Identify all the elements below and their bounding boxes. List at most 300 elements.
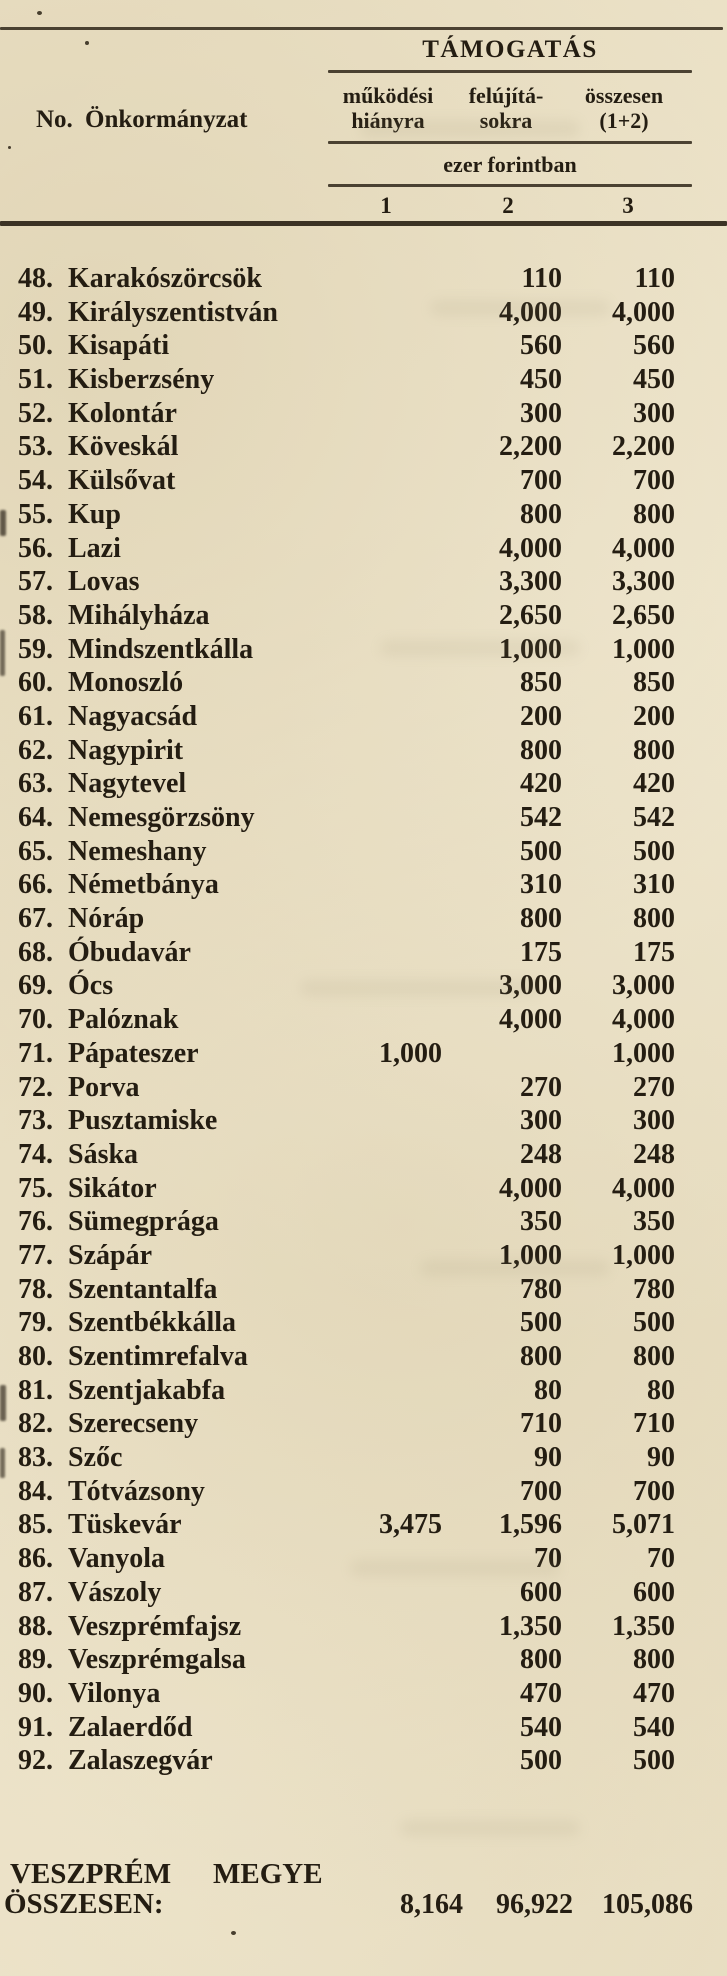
- value-total: 700: [633, 1475, 675, 1507]
- value-total: 248: [633, 1138, 675, 1170]
- value-renovations: 700: [520, 1475, 562, 1507]
- row-number: 52.: [18, 397, 53, 429]
- value-total: 1,000: [612, 1239, 675, 1271]
- table-row: [0, 835, 727, 869]
- value-total: 3,300: [612, 566, 675, 598]
- value-renovations: 700: [520, 465, 562, 497]
- value-renovations: 800: [520, 903, 562, 935]
- value-operational-deficit: [322, 734, 442, 768]
- value-renovations: 310: [520, 869, 562, 901]
- municipality-name: Sáska: [68, 1138, 139, 1170]
- table-row: [0, 902, 727, 936]
- table-row: [0, 464, 727, 498]
- value-operational-deficit: [322, 1576, 442, 1610]
- value-renovations: 560: [520, 330, 562, 362]
- value-operational-deficit: [322, 700, 442, 734]
- column-header-line: (1+2): [599, 108, 649, 133]
- value-renovations: 350: [520, 1206, 562, 1238]
- value-renovations: 2,650: [499, 599, 562, 631]
- value-renovations: 540: [520, 1711, 562, 1743]
- value-renovations: 780: [520, 1273, 562, 1305]
- value-total: 4,000: [612, 296, 675, 328]
- row-number: 86.: [18, 1543, 53, 1575]
- municipality-name: Németbánya: [68, 869, 219, 901]
- municipality-name: Lazi: [68, 532, 121, 564]
- table-row: [0, 262, 727, 296]
- table-row: [0, 1744, 727, 1778]
- value-total: 542: [633, 802, 675, 833]
- value-renovations: 300: [520, 397, 562, 429]
- municipality-name: Nagypirit: [68, 734, 184, 766]
- value-renovations: 800: [520, 1341, 562, 1372]
- value-operational-deficit: [322, 296, 442, 330]
- table-row: [0, 1003, 727, 1037]
- table-row: [0, 1239, 727, 1273]
- municipality-name: Lovas: [68, 566, 140, 598]
- value-operational-deficit: [322, 1205, 442, 1239]
- value-total: 800: [633, 1341, 675, 1372]
- bleed-through-smudge: [420, 1260, 610, 1276]
- table-row: [0, 1475, 727, 1509]
- value-renovations: 450: [520, 364, 562, 396]
- value-operational-deficit: [322, 1711, 442, 1745]
- unit-note: ezer forintban: [443, 152, 577, 177]
- bleed-through-smudge: [380, 640, 580, 656]
- value-total: 300: [633, 1105, 675, 1137]
- value-operational-deficit: [322, 902, 442, 936]
- value-total: 800: [633, 498, 675, 530]
- row-number: 64.: [18, 802, 53, 833]
- value-renovations: 1,596: [499, 1509, 562, 1541]
- table-row: [0, 565, 727, 599]
- value-operational-deficit: [322, 1172, 442, 1206]
- municipality-name: Külsővat: [68, 465, 176, 497]
- value-renovations: 3,300: [499, 566, 562, 598]
- municipality-name: Királyszentistván: [68, 296, 278, 328]
- value-operational-deficit: [322, 599, 442, 633]
- bleed-through-smudge: [360, 120, 580, 138]
- value-total: 710: [633, 1408, 675, 1440]
- value-operational-deficit: [322, 363, 442, 397]
- value-operational-deficit: [322, 767, 442, 801]
- support-group-header: TÁMOGATÁS: [422, 36, 598, 63]
- municipality-name: Sikátor: [68, 1172, 157, 1204]
- table-row: [0, 532, 727, 566]
- bleed-through-smudge: [400, 1820, 580, 1836]
- unit-underline-rule: [328, 184, 692, 187]
- value-renovations: 175: [520, 936, 562, 968]
- table-row: [0, 296, 727, 330]
- table-row: [0, 1677, 727, 1711]
- scan-edge-smudge: [0, 510, 6, 536]
- municipality-name: Szentjakabfa: [68, 1374, 226, 1406]
- total-label-megye: MEGYE: [213, 1858, 323, 1890]
- table-row: [0, 363, 727, 397]
- row-number: 78.: [18, 1273, 53, 1305]
- value-total: 800: [633, 734, 675, 766]
- table-row: [0, 1508, 727, 1542]
- municipality-name: Kisberzsény: [68, 364, 215, 396]
- value-total: 850: [633, 667, 675, 699]
- header-separator-rule: [0, 221, 727, 226]
- value-operational-deficit: [322, 1407, 442, 1441]
- value-operational-deficit: [322, 1071, 442, 1105]
- municipality-name: Szerecseny: [68, 1408, 199, 1440]
- value-renovations: 110: [521, 263, 562, 294]
- row-number: 57.: [18, 566, 53, 598]
- table-row: [0, 599, 727, 633]
- value-operational-deficit: [322, 835, 442, 869]
- value-operational-deficit: [322, 1677, 442, 1711]
- value-renovations: 470: [520, 1677, 562, 1709]
- municipality-name: Vilonya: [68, 1677, 161, 1709]
- value-total: 70: [647, 1543, 675, 1575]
- row-number: 48.: [18, 263, 53, 294]
- value-operational-deficit: [322, 1138, 442, 1172]
- table-row: [0, 700, 727, 734]
- table-row: [0, 1643, 727, 1677]
- municipality-name: Kisapáti: [68, 330, 170, 362]
- scan-speck: [85, 41, 89, 45]
- table-row: [0, 1407, 727, 1441]
- value-renovations: 80: [534, 1374, 562, 1406]
- municipality-name: Karakószörcsök: [68, 263, 262, 294]
- value-total: 1,350: [612, 1610, 675, 1642]
- value-operational-deficit: [322, 397, 442, 431]
- value-operational-deficit: [322, 1441, 442, 1475]
- row-number: 53.: [18, 431, 53, 463]
- value-operational-deficit: [322, 1104, 442, 1138]
- municipality-name: Zalaerdőd: [68, 1711, 193, 1743]
- row-number: 58.: [18, 599, 53, 631]
- municipality-name: Vanyola: [68, 1543, 166, 1575]
- table-row: [0, 734, 727, 768]
- municipality-column-header: Önkormányzat: [85, 106, 248, 133]
- value-total: 700: [633, 465, 675, 497]
- row-number: 54.: [18, 465, 53, 497]
- value-operational-deficit: [322, 262, 442, 296]
- table-row: [0, 1374, 727, 1408]
- column-header-line: sokra: [479, 108, 533, 133]
- row-number: 75.: [18, 1172, 53, 1204]
- value-operational-deficit: [322, 464, 442, 498]
- value-renovations: 4,000: [499, 532, 562, 564]
- table-row: [0, 1205, 727, 1239]
- table-row: [0, 329, 727, 363]
- value-operational-deficit: [322, 1475, 442, 1509]
- value-total: 1,000: [612, 1037, 675, 1069]
- municipality-name: Nagytevel: [68, 768, 187, 800]
- value-operational-deficit: [322, 1374, 442, 1408]
- total-value-renovations: 96,922: [496, 1889, 573, 1920]
- row-number: 61.: [18, 700, 53, 732]
- scan-speck: [231, 1931, 236, 1935]
- column-number-2: 2: [502, 193, 514, 218]
- municipality-name: Óbudavár: [68, 936, 191, 968]
- top-rule: [0, 27, 723, 30]
- row-number: 84.: [18, 1475, 53, 1507]
- total-value-grand: 105,086: [602, 1889, 693, 1920]
- value-renovations: 4,000: [499, 296, 562, 328]
- value-total: 4,000: [612, 532, 675, 564]
- municipality-name: Kup: [68, 498, 121, 530]
- value-total: 2,200: [612, 431, 675, 463]
- row-number: 69.: [18, 970, 53, 1002]
- value-operational-deficit: [322, 1306, 442, 1340]
- value-renovations: 500: [520, 1745, 562, 1777]
- table-row: [0, 1576, 727, 1610]
- scan-speck: [8, 146, 11, 149]
- row-number: 79.: [18, 1307, 53, 1339]
- value-renovations: 800: [520, 734, 562, 766]
- municipality-name: Mindszentkálla: [68, 633, 254, 665]
- row-number: 80.: [18, 1341, 53, 1372]
- total-value-operational-deficit: 8,164: [400, 1889, 463, 1920]
- value-total: 600: [633, 1576, 675, 1608]
- value-operational-deficit: [322, 936, 442, 970]
- value-total: 1,000: [612, 633, 675, 665]
- table-row: [0, 1340, 727, 1374]
- value-operational-deficit: [322, 868, 442, 902]
- row-number: 90.: [18, 1677, 53, 1709]
- column-number-1: 1: [380, 193, 392, 218]
- value-total: 500: [633, 835, 675, 867]
- value-total: 350: [633, 1206, 675, 1238]
- row-number: 71.: [18, 1037, 53, 1069]
- municipality-name: Nóráp: [68, 903, 145, 935]
- value-renovations: 3,000: [499, 970, 562, 1002]
- value-total: 4,000: [612, 1004, 675, 1036]
- bleed-through-smudge: [430, 300, 610, 316]
- row-number: 65.: [18, 835, 53, 867]
- table-row: [0, 1071, 727, 1105]
- column-header-line: összesen: [584, 83, 664, 108]
- table-row: [0, 1711, 727, 1745]
- municipality-name: Tüskevár: [68, 1509, 182, 1541]
- value-total: 5,071: [612, 1509, 675, 1541]
- header-middle-rule: [328, 141, 692, 144]
- municipality-name: Nemesgörzsöny: [68, 802, 255, 833]
- value-renovations: 200: [520, 700, 562, 732]
- row-number: 85.: [18, 1509, 53, 1541]
- value-total: 270: [633, 1071, 675, 1103]
- value-total: 560: [633, 330, 675, 362]
- value-renovations: 800: [520, 498, 562, 530]
- value-operational-deficit: [322, 1643, 442, 1677]
- municipality-name: Nemeshany: [68, 835, 207, 867]
- scan-edge-smudge: [0, 630, 5, 676]
- value-renovations: 420: [520, 768, 562, 800]
- table-row: [0, 498, 727, 532]
- table-row: [0, 868, 727, 902]
- value-renovations: 1,000: [499, 1239, 562, 1271]
- municipality-name: Szentantalfa: [68, 1273, 218, 1305]
- value-renovations: 2,200: [499, 431, 562, 463]
- value-total: 540: [633, 1711, 675, 1743]
- value-renovations: 710: [520, 1408, 562, 1440]
- value-total: 800: [633, 903, 675, 935]
- table-row: [0, 1138, 727, 1172]
- value-renovations: 850: [520, 667, 562, 699]
- table-row: [0, 1037, 727, 1071]
- value-renovations: 600: [520, 1576, 562, 1608]
- value-renovations: 248: [520, 1138, 562, 1170]
- total-label-osszesen: ÖSSZESEN:: [4, 1888, 164, 1920]
- municipality-name: Monoszló: [68, 667, 184, 699]
- value-renovations: 300: [520, 1105, 562, 1137]
- value-renovations: 70: [534, 1543, 562, 1575]
- scan-speck: [37, 11, 42, 15]
- column-header-line: hiányra: [351, 108, 425, 133]
- municipality-name: Köveskál: [68, 431, 179, 463]
- value-renovations: 4,000: [499, 1172, 562, 1204]
- municipality-name: Pápateszer: [68, 1037, 199, 1069]
- row-number: 72.: [18, 1071, 53, 1103]
- table-row: [0, 397, 727, 431]
- table-row: [0, 936, 727, 970]
- value-total: 300: [633, 397, 675, 429]
- value-total: 175: [633, 936, 675, 968]
- value-total: 2,650: [612, 599, 675, 631]
- row-number: 67.: [18, 903, 53, 935]
- municipality-name: Zalaszegvár: [68, 1745, 213, 1777]
- table-row: [0, 1441, 727, 1475]
- value-operational-deficit: [322, 565, 442, 599]
- value-total: 800: [633, 1644, 675, 1676]
- value-renovations: 542: [520, 802, 562, 833]
- municipality-name: Szápár: [68, 1239, 152, 1271]
- table-row: [0, 1610, 727, 1644]
- value-total: 80: [647, 1374, 675, 1406]
- value-total: 420: [633, 768, 675, 800]
- value-renovations: 4,000: [499, 1004, 562, 1036]
- row-number: 68.: [18, 936, 53, 968]
- row-number: 92.: [18, 1745, 53, 1777]
- value-operational-deficit: [322, 1340, 442, 1374]
- value-total: 200: [633, 700, 675, 732]
- municipality-name: Szőc: [68, 1442, 123, 1474]
- municipality-name: Veszprémfajsz: [68, 1610, 242, 1642]
- scan-edge-smudge: [0, 1448, 5, 1478]
- municipality-name: Szentimrefalva: [68, 1341, 248, 1372]
- row-number: 70.: [18, 1004, 53, 1036]
- value-renovations: 270: [520, 1071, 562, 1103]
- value-total: 3,000: [612, 970, 675, 1002]
- value-operational-deficit: [322, 666, 442, 700]
- municipality-name: Veszprémgalsa: [68, 1644, 246, 1676]
- row-number: 60.: [18, 667, 53, 699]
- table-row: [0, 767, 727, 801]
- row-number: 87.: [18, 1576, 53, 1608]
- municipality-name: Sümegprága: [68, 1206, 219, 1238]
- column-header-line: felújítá-: [468, 83, 544, 108]
- table-row: [0, 633, 727, 667]
- municipality-name: Tótvázsony: [68, 1475, 205, 1507]
- bleed-through-smudge: [350, 1560, 560, 1576]
- value-total: 310: [633, 869, 675, 901]
- value-operational-deficit: 3,475: [379, 1509, 442, 1541]
- row-number: 50.: [18, 330, 53, 362]
- value-operational-deficit: [322, 532, 442, 566]
- municipality-name: Mihályháza: [68, 599, 210, 631]
- value-total: 4,000: [612, 1172, 675, 1204]
- table-row: [0, 1172, 727, 1206]
- table-row: [0, 1273, 727, 1307]
- value-operational-deficit: [322, 1610, 442, 1644]
- value-renovations: 90: [534, 1442, 562, 1474]
- value-operational-deficit: [322, 801, 442, 835]
- table-body: [0, 262, 727, 1778]
- value-total: 500: [633, 1307, 675, 1339]
- municipality-name: Szentbékkálla: [68, 1307, 237, 1339]
- value-renovations: 500: [520, 835, 562, 867]
- total-label-county: VESZPRÉM: [10, 1858, 172, 1890]
- value-operational-deficit: [322, 1273, 442, 1307]
- value-total: 470: [633, 1677, 675, 1709]
- value-total: 500: [633, 1745, 675, 1777]
- value-operational-deficit: 1,000: [379, 1037, 442, 1069]
- value-operational-deficit: [322, 329, 442, 363]
- value-renovations: 800: [520, 1644, 562, 1676]
- municipality-name: Porva: [68, 1071, 140, 1103]
- value-operational-deficit: [322, 498, 442, 532]
- row-number: 56.: [18, 532, 53, 564]
- row-number: 89.: [18, 1644, 53, 1676]
- row-number: 66.: [18, 869, 53, 901]
- row-number: 74.: [18, 1138, 53, 1170]
- row-number: 82.: [18, 1408, 53, 1440]
- value-operational-deficit: [322, 1003, 442, 1037]
- column-number-3: 3: [622, 193, 634, 218]
- municipality-name: Kolontár: [68, 397, 177, 429]
- row-number: 73.: [18, 1105, 53, 1137]
- group-underline-rule: [328, 70, 692, 73]
- municipality-name: Nagyacsád: [68, 700, 198, 732]
- row-number: 55.: [18, 498, 53, 530]
- value-renovations: 500: [520, 1307, 562, 1339]
- municipality-name: Vászoly: [68, 1576, 162, 1608]
- municipality-name: Palóznak: [68, 1004, 179, 1036]
- row-number: 76.: [18, 1206, 53, 1238]
- row-number: 77.: [18, 1239, 53, 1271]
- row-number: 88.: [18, 1610, 53, 1642]
- row-number: 51.: [18, 364, 53, 396]
- column-header-line: működési: [342, 83, 434, 108]
- value-renovations: 1,000: [499, 633, 562, 665]
- row-number: 59.: [18, 633, 53, 665]
- row-number: 49.: [18, 296, 53, 328]
- value-operational-deficit: [322, 430, 442, 464]
- value-total: 780: [633, 1273, 675, 1305]
- table-row: [0, 430, 727, 464]
- row-number: 91.: [18, 1711, 53, 1743]
- scan-edge-smudge: [0, 1385, 6, 1421]
- table-row: [0, 1104, 727, 1138]
- no-column-header: No.: [36, 106, 73, 133]
- value-renovations: [442, 1037, 562, 1071]
- value-total: 110: [634, 263, 675, 294]
- table-row: [0, 801, 727, 835]
- value-total: 450: [633, 364, 675, 396]
- row-number: 63.: [18, 768, 53, 800]
- value-total: 90: [647, 1442, 675, 1474]
- table-row: [0, 1306, 727, 1340]
- municipality-name: Pusztamiske: [68, 1105, 218, 1137]
- table-row: [0, 666, 727, 700]
- bleed-through-smudge: [300, 980, 540, 996]
- row-number: 83.: [18, 1442, 53, 1474]
- value-operational-deficit: [322, 1744, 442, 1778]
